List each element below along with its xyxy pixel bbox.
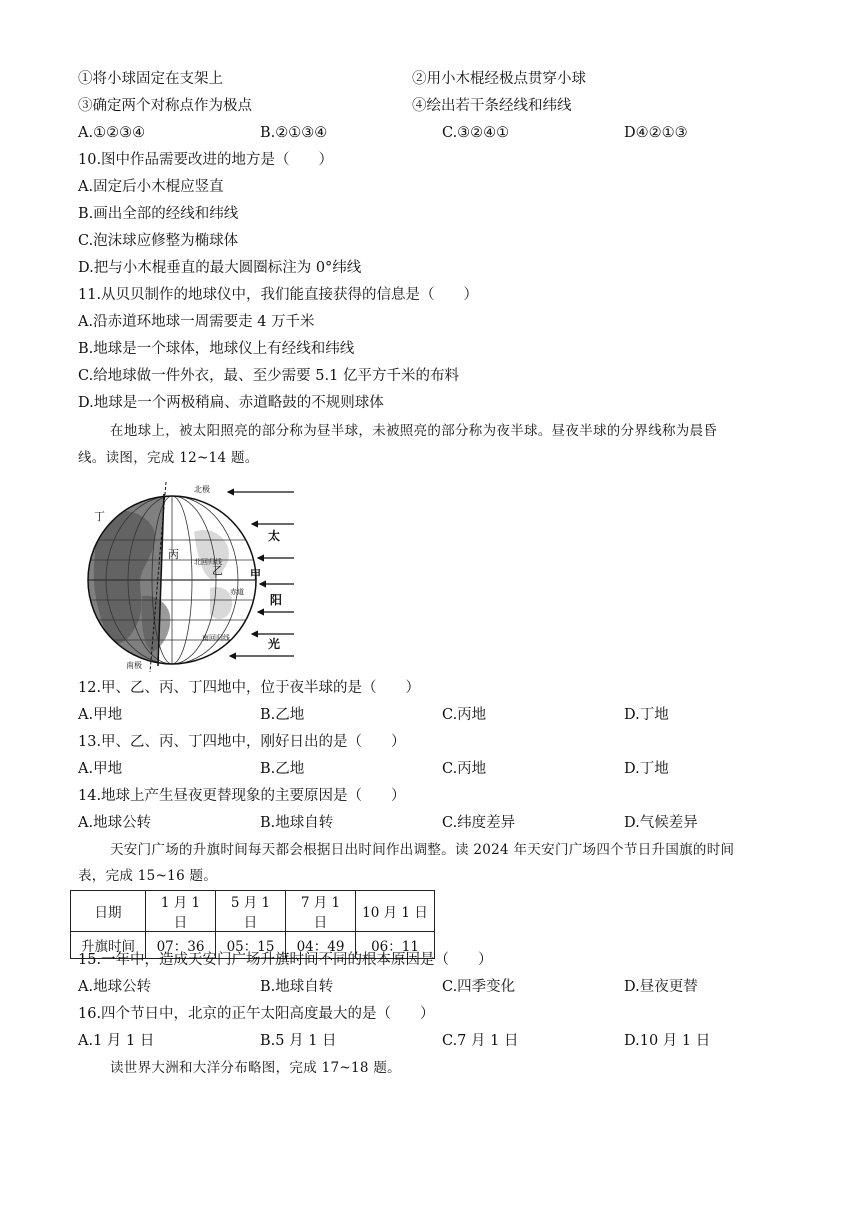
table-header-cell: 7 月 1 日 xyxy=(286,891,356,932)
flag-raising-time-table xyxy=(70,890,435,959)
q14-option-b: B.地球自转 xyxy=(260,815,334,831)
tropic-of-capricorn-label: 南回归线 xyxy=(202,634,230,642)
q15-option-c: C.四季变化 xyxy=(442,979,516,995)
q15-stem: 15.一年中，造成天安门广场升旗时间不同的根本原因是（ ） xyxy=(78,952,493,968)
day-night-globe-figure xyxy=(82,476,300,672)
table-header-cell: 1 月 1 日 xyxy=(146,891,216,932)
q13-option-a: A.甲地 xyxy=(78,761,123,777)
q13-stem: 13.甲、乙、丙、丁四地中，刚好日出的是（ ） xyxy=(78,734,406,750)
q12-option-d: D.丁地 xyxy=(624,707,669,723)
q14-option-a: A.地球公转 xyxy=(78,815,152,831)
q9-option-d: D④②①③ xyxy=(624,125,688,141)
q11-option-d: D.地球是一个两极稍扁、赤道略鼓的不规则球体 xyxy=(78,395,384,411)
intro-paragraph-1-line2: 线。读图，完成 12~14 题。 xyxy=(78,450,259,466)
q12-stem: 12.甲、乙、丙、丁四地中，位于夜半球的是（ ） xyxy=(78,680,421,696)
q10-stem: 10.图中作品需要改进的地方是（ ） xyxy=(78,152,334,168)
q16-option-c: C.7 月 1 日 xyxy=(442,1033,519,1049)
sunlight-label-1: 太 xyxy=(268,529,281,543)
q15-option-a: A.地球公转 xyxy=(78,979,152,995)
q9-option-a: A.①②③④ xyxy=(78,125,146,141)
q13-option-c: C.丙地 xyxy=(442,761,487,777)
sunlight-label-3: 光 xyxy=(268,637,281,651)
intro-paragraph-3: 读世界大洲和大洋分布略图，完成 17~18 题。 xyxy=(110,1060,401,1076)
table-header-cell: 5 月 1 日 xyxy=(216,891,286,932)
q16-stem: 16.四个节日中，北京的正午太阳高度最大的是（ ） xyxy=(78,1006,435,1022)
q10-option-c: C.泡沫球应修整为椭球体 xyxy=(78,233,239,249)
jia-label: 甲 xyxy=(250,568,261,581)
q9-step-4: ④绘出若干条经线和纬线 xyxy=(412,98,572,114)
table-header-cell: 日期 xyxy=(71,891,146,932)
south-pole-label: 南极 xyxy=(126,661,142,670)
q16-option-a: A.1 月 1 日 xyxy=(78,1033,155,1049)
intro-paragraph-1-line1: 在地球上，被太阳照亮的部分称为昼半球，未被照亮的部分称为夜半球。昼夜半球的分界线称为晨昏 xyxy=(110,423,718,439)
tropic-of-cancer-label: 北回归线 xyxy=(194,558,222,566)
q12-option-b: B.乙地 xyxy=(260,707,305,723)
table-cell: 升旗时间 xyxy=(71,932,146,959)
q16-option-d: D.10 月 1 日 xyxy=(624,1033,711,1049)
table-cell: 05：15 xyxy=(216,932,286,959)
q9-option-c: C.③②④① xyxy=(442,125,510,141)
q15-option-b: B.地球自转 xyxy=(260,979,334,995)
q11-option-b: B.地球是一个球体，地球仪上有经线和纬线 xyxy=(78,341,355,357)
q16-option-b: B.5 月 1 日 xyxy=(260,1033,337,1049)
table-cell: 07：36 xyxy=(146,932,216,959)
q9-step-2: ②用小木棍经极点贯穿小球 xyxy=(412,71,586,87)
yi-label: 乙 xyxy=(212,564,223,577)
q11-option-a: A.沿赤道环地球一周需要走 4 万千米 xyxy=(78,314,315,330)
q11-stem: 11.从贝贝制作的地球仪中，我们能直接获得的信息是（ ） xyxy=(78,287,479,303)
q13-option-d: D.丁地 xyxy=(624,761,669,777)
q9-step-1: ①将小球固定在支架上 xyxy=(78,71,223,87)
q14-option-d: D.气候差异 xyxy=(624,815,698,831)
q11-option-c: C.给地球做一件外衣，最、至少需要 5.1 亿平方千米的布料 xyxy=(78,368,459,384)
bing-label: 丙 xyxy=(168,548,179,561)
q15-option-d: D.昼夜更替 xyxy=(624,979,698,995)
table-cell: 04：49 xyxy=(286,932,356,959)
table-header-cell: 10 月 1 日 xyxy=(356,891,435,932)
q14-stem: 14.地球上产生昼夜更替现象的主要原因是（ ） xyxy=(78,788,406,804)
intro-paragraph-2-line1: 天安门广场的升旗时间每天都会根据日出时间作出调整。读 2024 年天安门广场四个节日升国旗的时间 xyxy=(110,842,735,858)
q12-option-c: C.丙地 xyxy=(442,707,487,723)
intro-paragraph-2-line2: 表，完成 15~16 题。 xyxy=(78,868,218,884)
table-cell: 06：11 xyxy=(356,932,435,959)
q12-option-a: A.甲地 xyxy=(78,707,123,723)
q10-option-a: A.固定后小木棍应竖直 xyxy=(78,179,224,195)
q10-option-d: D.把与小木棍垂直的最大圆圈标注为 0°纬线 xyxy=(78,260,362,276)
table-header-row xyxy=(71,891,435,932)
sunlight-label-2: 阳 xyxy=(270,593,283,607)
north-pole-label: 北极 xyxy=(194,485,210,494)
ding-label: 丁 xyxy=(94,510,105,523)
q9-option-b: B.②①③④ xyxy=(260,125,328,141)
equator-label: 赤道 xyxy=(230,588,244,596)
q13-option-b: B.乙地 xyxy=(260,761,305,777)
q9-step-3: ③确定两个对称点作为极点 xyxy=(78,98,252,114)
q10-option-b: B.画出全部的经线和纬线 xyxy=(78,206,239,222)
q14-option-c: C.纬度差异 xyxy=(442,815,516,831)
